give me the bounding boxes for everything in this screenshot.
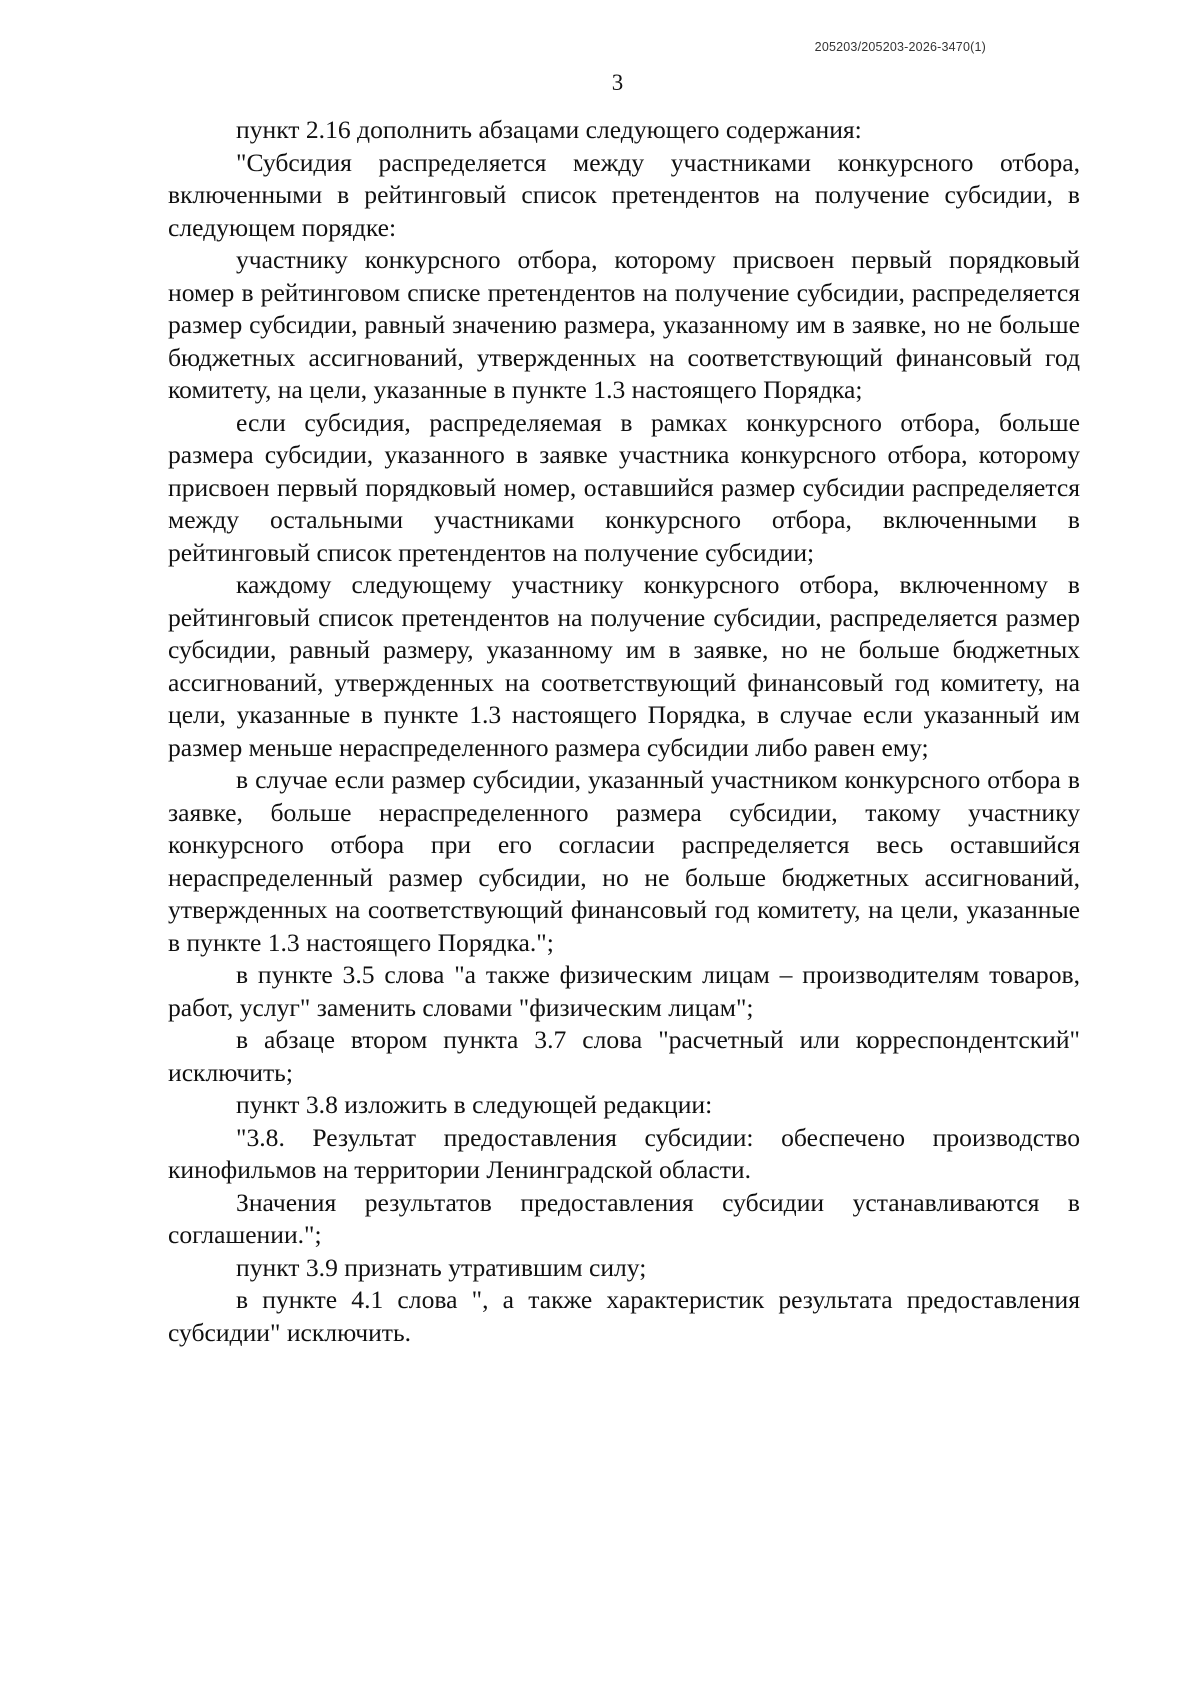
document-body (168, 114, 1080, 1349)
paragraph-12: пункт 3.9 признать утратившим силу; (236, 1252, 647, 1282)
paragraph-5: каждому следующему участнику конкурсного отбора, включенному в рейтинговый список претендентов на получение субсидии, распределяется размер субсидии, равный размеру, указанному им в заявке, но не больше бюджетных ассигнований, утвержденных на соответствующий финансовый год комитету, на цели, указанные в пункте 1.3 настоящего Порядка, в случае если указанный им размер меньше нераспределенного размера субсидии либо равен ему; (168, 570, 1080, 762)
paragraph-11: Значения результатов предоставления субсидии устанавливаются в соглашении."; (168, 1187, 1080, 1249)
paragraph-7: в пункте 3.5 слова "а также физическим лицам – производителям товаров, работ, услуг" заменить словами "физическим лицам"; (168, 960, 1080, 1022)
paragraph-9: пункт 3.8 изложить в следующей редакции: (236, 1090, 713, 1119)
paragraph-8: в абзаце втором пункта 3.7 слова "расчетный или корреспондентский" исключить; (168, 1025, 1080, 1087)
paragraph-2: "Субсидия распределяется между участниками конкурсного отбора, включенными в рейтинговый список претендентов на получение субсидии, в следующем порядке: (168, 147, 1080, 242)
paragraph-1: пункт 2.16 дополнить абзацами следующего содержания: (236, 115, 862, 144)
paragraph-10: "3.8. Результат предоставления субсидии: обеспечено производство кинофильмов на территории Ленинградской области. (168, 1122, 1080, 1184)
document-id: 205203/205203-2026-3470(1) (814, 40, 986, 54)
paragraph-6: в случае если размер субсидии, указанный участником конкурсного отбора в заявке, больше нераспределенного размера субсидии, такому участнику конкурсного отбора при его согласии распределяется весь оставшийся нераспределенный размер субсидии, но не больше бюджетных ассигнований, утвержденных на соответствующий финансовый год комитету, на цели, указанные в пункте 1.3 настоящего Порядка."; (168, 765, 1080, 957)
paragraph-4: если субсидия, распределяемая в рамках конкурсного отбора, больше размера субсидии, указанного в заявке участника конкурсного отбора, которому присвоен первый порядковый номер, оставшийся размер субсидии распределяется между остальными участниками конкурсного отбора, включенными в рейтинговый список претендентов на получение субсидии; (168, 407, 1080, 567)
page-number: 3 (611, 70, 624, 95)
paragraph-13: в пункте 4.1 слова ", а также характеристик результата предоставления субсидии" исключить. (168, 1285, 1080, 1347)
paragraph-3: участнику конкурсного отбора, которому присвоен первый порядковый номер в рейтинговом списке претендентов на получение субсидии, распределяется размер субсидии, равный значению размера, указанному им в заявке, но не больше бюджетных ассигнований, утвержденных на соответствующий финансовый год комитету, на цели, указанные в пункте 1.3 настоящего Порядка; (168, 245, 1080, 404)
